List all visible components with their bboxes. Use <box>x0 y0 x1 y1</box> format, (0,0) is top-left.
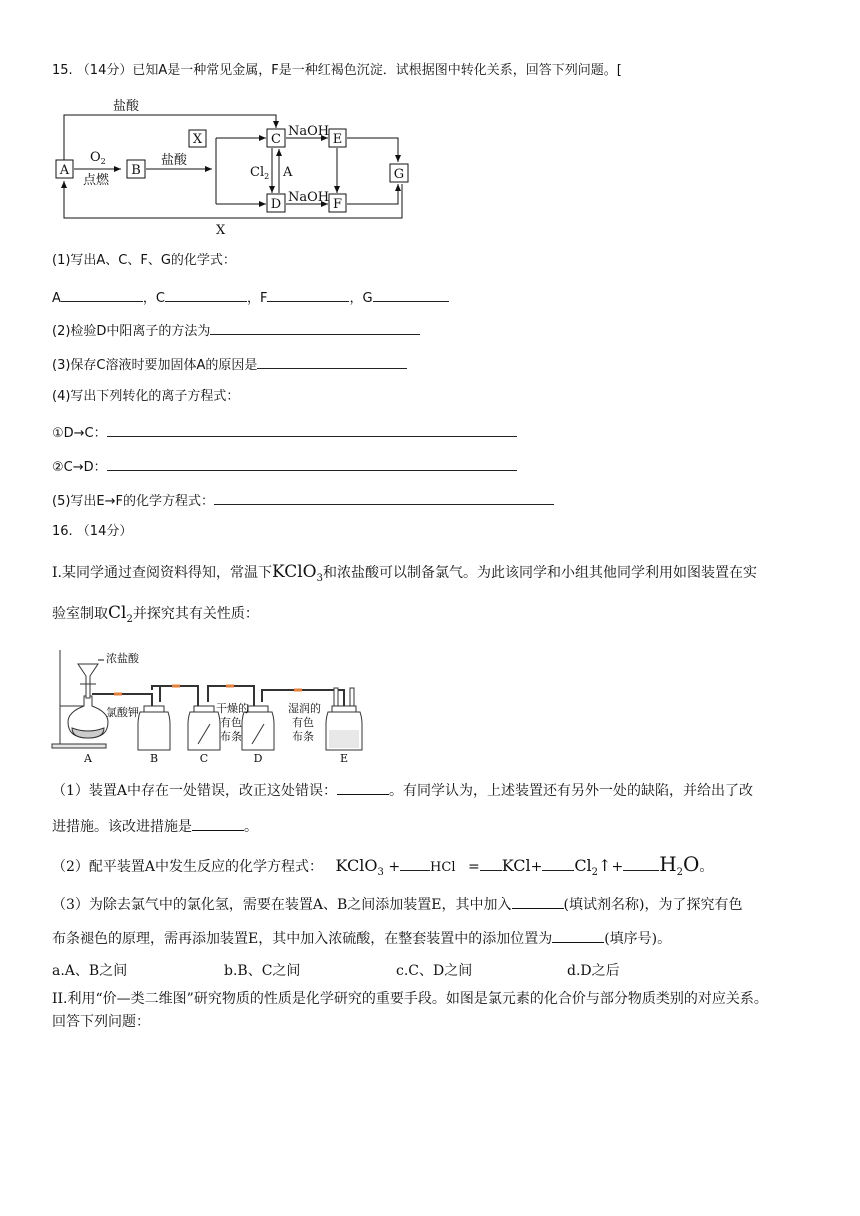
cl2-label: $Cl_2$ <box>250 165 270 181</box>
label-c: C <box>271 132 281 147</box>
q16-option-d: d.D之后 <box>567 963 620 979</box>
hcl-mid: 盐酸 <box>161 153 188 168</box>
letter-a: A <box>84 752 92 765</box>
letter-d: D <box>253 752 263 765</box>
q15-p3: (3)保存C溶液时要加固体A的原因是 <box>52 354 407 375</box>
q15-p4a: ①D→C： <box>52 422 517 443</box>
label-a: A <box>59 163 70 178</box>
hcl-top: 盐酸 <box>113 99 140 114</box>
q15-p4b: ②C→D： <box>52 456 517 477</box>
blank-p4b[interactable] <box>107 456 517 471</box>
naoh-bottom: NaOH <box>288 190 330 205</box>
q16-part2-line1: II.利用“价—类二维图”研究物质的性质是化学研究的重要手段。如图是氯元素的化合价与部分物质类别的对应关系。 <box>52 991 768 1007</box>
dry-cloth-2: 有色 <box>220 716 242 729</box>
blank-coef-kcl[interactable] <box>480 856 502 871</box>
blank-coef-cl2[interactable] <box>542 856 574 871</box>
q16-option-b: b.B、C之间 <box>224 963 301 979</box>
ignite-label: 点燃 <box>83 173 110 188</box>
apparatus-diagram <box>48 646 378 766</box>
letter-c: C <box>199 752 209 765</box>
blank-coef-h2o[interactable] <box>623 856 659 871</box>
label-d: D <box>270 197 282 212</box>
blank-coef-hcl[interactable] <box>400 856 430 871</box>
conc-hcl-label: 浓盐酸 <box>106 652 139 665</box>
naoh-top: NaOH <box>288 124 330 139</box>
label-x: X <box>192 132 203 147</box>
q16-header: 16. （14分） <box>52 524 133 539</box>
q15-header: 15. （14分）已知A是一种常见金属，F是一种红褐色沉淀．试根据图中转化关系，回答下列问题。[ <box>52 63 622 78</box>
blank-s3-position[interactable] <box>552 928 604 943</box>
wet-cloth-3: 布条 <box>292 730 314 743</box>
q16-option-c: c.C、D之间 <box>396 963 473 979</box>
blank-g[interactable] <box>373 287 449 302</box>
q16-option-a: a.A、B之间 <box>52 963 128 979</box>
x-bottom: X <box>216 223 226 238</box>
label-g: G <box>393 167 405 182</box>
blank-p5[interactable] <box>214 490 554 505</box>
q15-conversion-diagram <box>50 90 420 238</box>
q15-p2: (2)检验D中阳离子的方法为 <box>52 320 420 341</box>
blank-s3-reagent[interactable] <box>512 894 564 909</box>
q16-s1-line1: （1）装置A中存在一处错误，改正这处错误： 。有同学认为，上述装置还有另外一处的缺陷，并给出了改 <box>52 780 753 800</box>
blank-a[interactable] <box>61 287 143 302</box>
q15-p1: (1)写出A、C、F、G的化学式： <box>52 253 236 268</box>
q16-s3-line2: 布条褪色的原理，需再添加装置E，其中加入浓硫酸，在整套装置中的添加位置为 (填序号)。 <box>52 928 671 948</box>
wet-cloth-1: 湿润的 <box>288 702 321 715</box>
blank-p4a[interactable] <box>107 422 517 437</box>
blank-f[interactable] <box>267 287 349 302</box>
dry-cloth-1: 干燥的 <box>216 702 249 715</box>
wet-cloth-2: 有色 <box>292 716 314 729</box>
q16-intro-1: I.某同学通过查阅资料得知，常温下KClO$_3$和浓盐酸可以制备氯气。为此该同学和小组其他同学利用如图装置在实 <box>52 562 757 584</box>
o2-label: $O_2$ <box>90 150 106 166</box>
q16-part2-line2: 回答下列问题： <box>52 1014 150 1030</box>
label-b: B <box>131 163 141 178</box>
q15-p4: (4)写出下列转化的离子方程式： <box>52 389 240 404</box>
blank-s1-fix[interactable] <box>337 780 389 795</box>
letter-b: B <box>149 752 159 765</box>
q16-s2: （2）配平装置A中发生反应的化学方程式： KClO$_3$ + HCl = $KCl+ Cl_2↑+ H_2O$。 <box>52 852 714 878</box>
q16-s3-line1: （3）为除去氯气中的氯化氢，需要在装置A、B之间添加装置E，其中加入 (填试剂名称)，为了探究有色 <box>52 894 742 914</box>
label-e: E <box>332 132 343 147</box>
q15-p1-blanks: A ，C ，F ，G <box>52 287 449 308</box>
blank-p3[interactable] <box>257 354 407 369</box>
blank-p2[interactable] <box>210 320 420 335</box>
dry-cloth-3: 布条 <box>220 730 242 743</box>
q16-intro-2: 验室制取$Cl_2$并探究其有关性质： <box>52 603 259 625</box>
label-f: F <box>332 197 343 212</box>
q15-p5: (5)写出E→F的化学方程式： <box>52 490 554 511</box>
blank-c[interactable] <box>165 287 247 302</box>
kclo3-label: 氯酸钾 <box>106 706 139 719</box>
q16-s1-line2: 进措施。该改进措施是 。 <box>52 816 258 836</box>
a-reagent-label: A <box>283 165 293 180</box>
letter-e: E <box>339 752 349 765</box>
blank-s1-improve[interactable] <box>192 816 244 831</box>
